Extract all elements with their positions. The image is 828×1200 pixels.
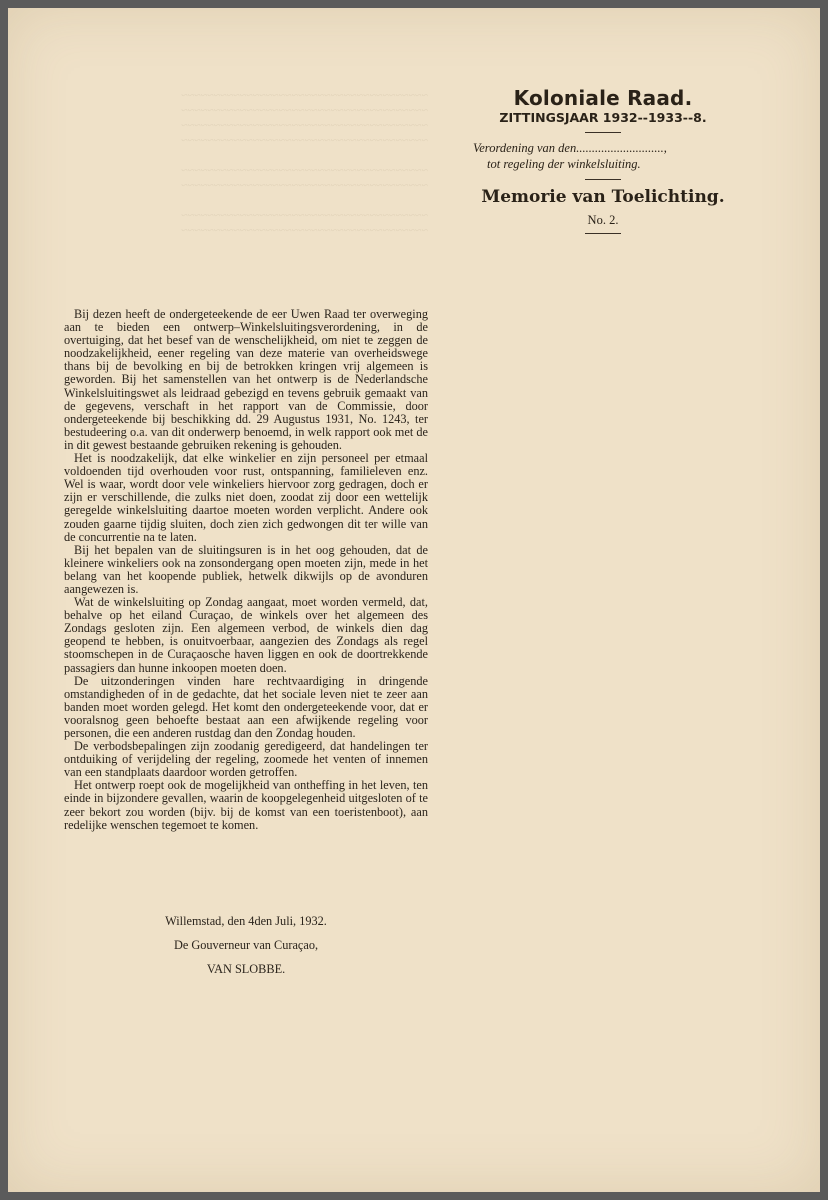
document-page [8,8,820,1192]
body-paragraph: Het ontwerp roept ook de mogelijkheid van ontheffing in het leven, ten einde in bijzondere gevallen, waarin de koopgelegenheid uitgesloten of te zeer bekort zou worden (bijv. bij de komst van een toeristenboot), aan redelijke wenschen tegemoet te komen. [64,778,428,832]
body-paragraph: Bij het bepalen van de sluitingsuren is in het oog gehouden, dat de kleinere winkeliers ook na zonsondergang open moeten zijn, mede in het belang van het koopende publiek, hetwelk dikwijls op de avonduren aangewezen is. [64,542,428,596]
session-year: ZITTINGSJAAR 1932--1933--8. [499,110,707,125]
ordinance-line-2: tot regeling der winkelsluiting. [487,157,641,171]
body-paragraph: Het is noodzakelijk, dat elke winkelier en zijn personeel per etmaal voldoenden tijd overhouden voor rust, ontspanning, familieleven enz. Wel is waar, wordt door vele winkeliers hiervoor zorg gedragen, doch er zijn er verschillende, die zulks niet doen, zoodat zij door een wettelijk geregelde winkelsluiting daartoe moeten worden verplicht. Andere ook zouden gaarne tijdig sluiten, doch zien zich gedwongen dit ter wille van de concurrentie na te laten. [64,451,428,544]
body-paragraph: De verbodsbepalingen zijn zoodanig geredigeerd, dat handelingen ter ontduiking of verijdeling der regeling, zoomede het venten of innemen van een standplaats daardoor worden getroffen. [64,739,428,780]
ordinance-line-1: Verordening van den............................, [473,141,667,155]
ordinance-title [463,140,743,172]
council-title: Koloniale Raad. [513,86,693,110]
bleed-through-text: ~~~~~~~~~~~~~~~~~~~~~~~~~~~~~~~~~~~~~~ ~~~~~~~~~~~~~~~~~~~~~~~~~~~~~~~~~~~~~~ ~~~~~~~~~~~~~~~~~~~~~~~~~~~~~~~~~~~~~~ ~~~~~~~~~~~~~~~~~~~~~~~~~~~~~~~~~~~~~~ ~~~~~~~~~~~~~~~~~~~~~~~~~~~~~~~~~~~~~~ ~~~~~~~~~~~~~~~~~~~~~~~~~~~~~~~~~~~~~~ ~~~~~~~~~~~~~~~~~~~~~~~~~~~~~~~~~~~~~~ ~~~~~~~~~~~~~~~~~~~~~~~~~~~~~~~~~~~~~~ [181,88,428,237]
divider [585,179,621,180]
divider [585,233,621,234]
signatory-role: De Gouverneur van Curaçao, [173,938,319,952]
body-paragraph: Wat de winkelsluiting op Zondag aangaat, moet worden vermeld, dat, behalve op het eiland Curaçao, de winkels over het algemeen des Zondags gesloten zijn. Een algemeen verbod, de winkels dien dag geopend te hebben, is onuitvoerbaar, aangezien des Zondags als regel stoomschepen in de Curaçaosche haven liggen en ook de doortrekkende passagiers dan hunne inkoopen moeten doen. [64,595,428,675]
place-date: Willemstad, den 4den Juli, 1932. [165,914,327,928]
document-number: No. 2. [587,213,619,227]
body-paragraph: Bij dezen heeft de ondergeteekende de eer Uwen Raad ter overweging aan te bieden een ontwerp–Winkelsluitingsverordening, in de overtuiging, dat het besef van de wenschelijkheid, om niet te zeggen de noodzakelijkheid, eener regeling van deze materie van overheidswege thans bij de bevolking en bij de betrokken kringen vrij algemeen is geworden. Bij het samenstellen van het ontwerp is de Nederlandsche Winkelsluitingswet als leidraad gebezigd en tevens gebruik gemaakt van de gegevens, verschaft in het rapport van de Commissie, door ondergeteekende bij beschikking dd. 29 Augustus 1931, No. 1243, ter bestudeering o.a. van dit onderwerp benoemd, in welk rapport ook met de in dit gewest bestaande gebruiken rekening is gehouden. [64,307,428,452]
memorandum-title: Memorie van Toelichting. [481,187,725,207]
body-paragraph: De uitzonderingen vinden hare rechtvaardiging in dringende omstandigheden of in de gedachte, dat het sociale leven niet te zeer aan banden moet worden gelegd. Het komt den ondergeteekende voor, dat er vooralsnog geen behoefte bestaat aan een afwijkende regeling voor personen, die een anderen rustdag dan den Zondag houden. [64,673,428,740]
divider [585,132,621,133]
signatory-name: VAN SLOBBE. [206,962,286,976]
signature-block [64,914,428,986]
memorandum-body [64,308,428,832]
document-header [463,86,743,241]
